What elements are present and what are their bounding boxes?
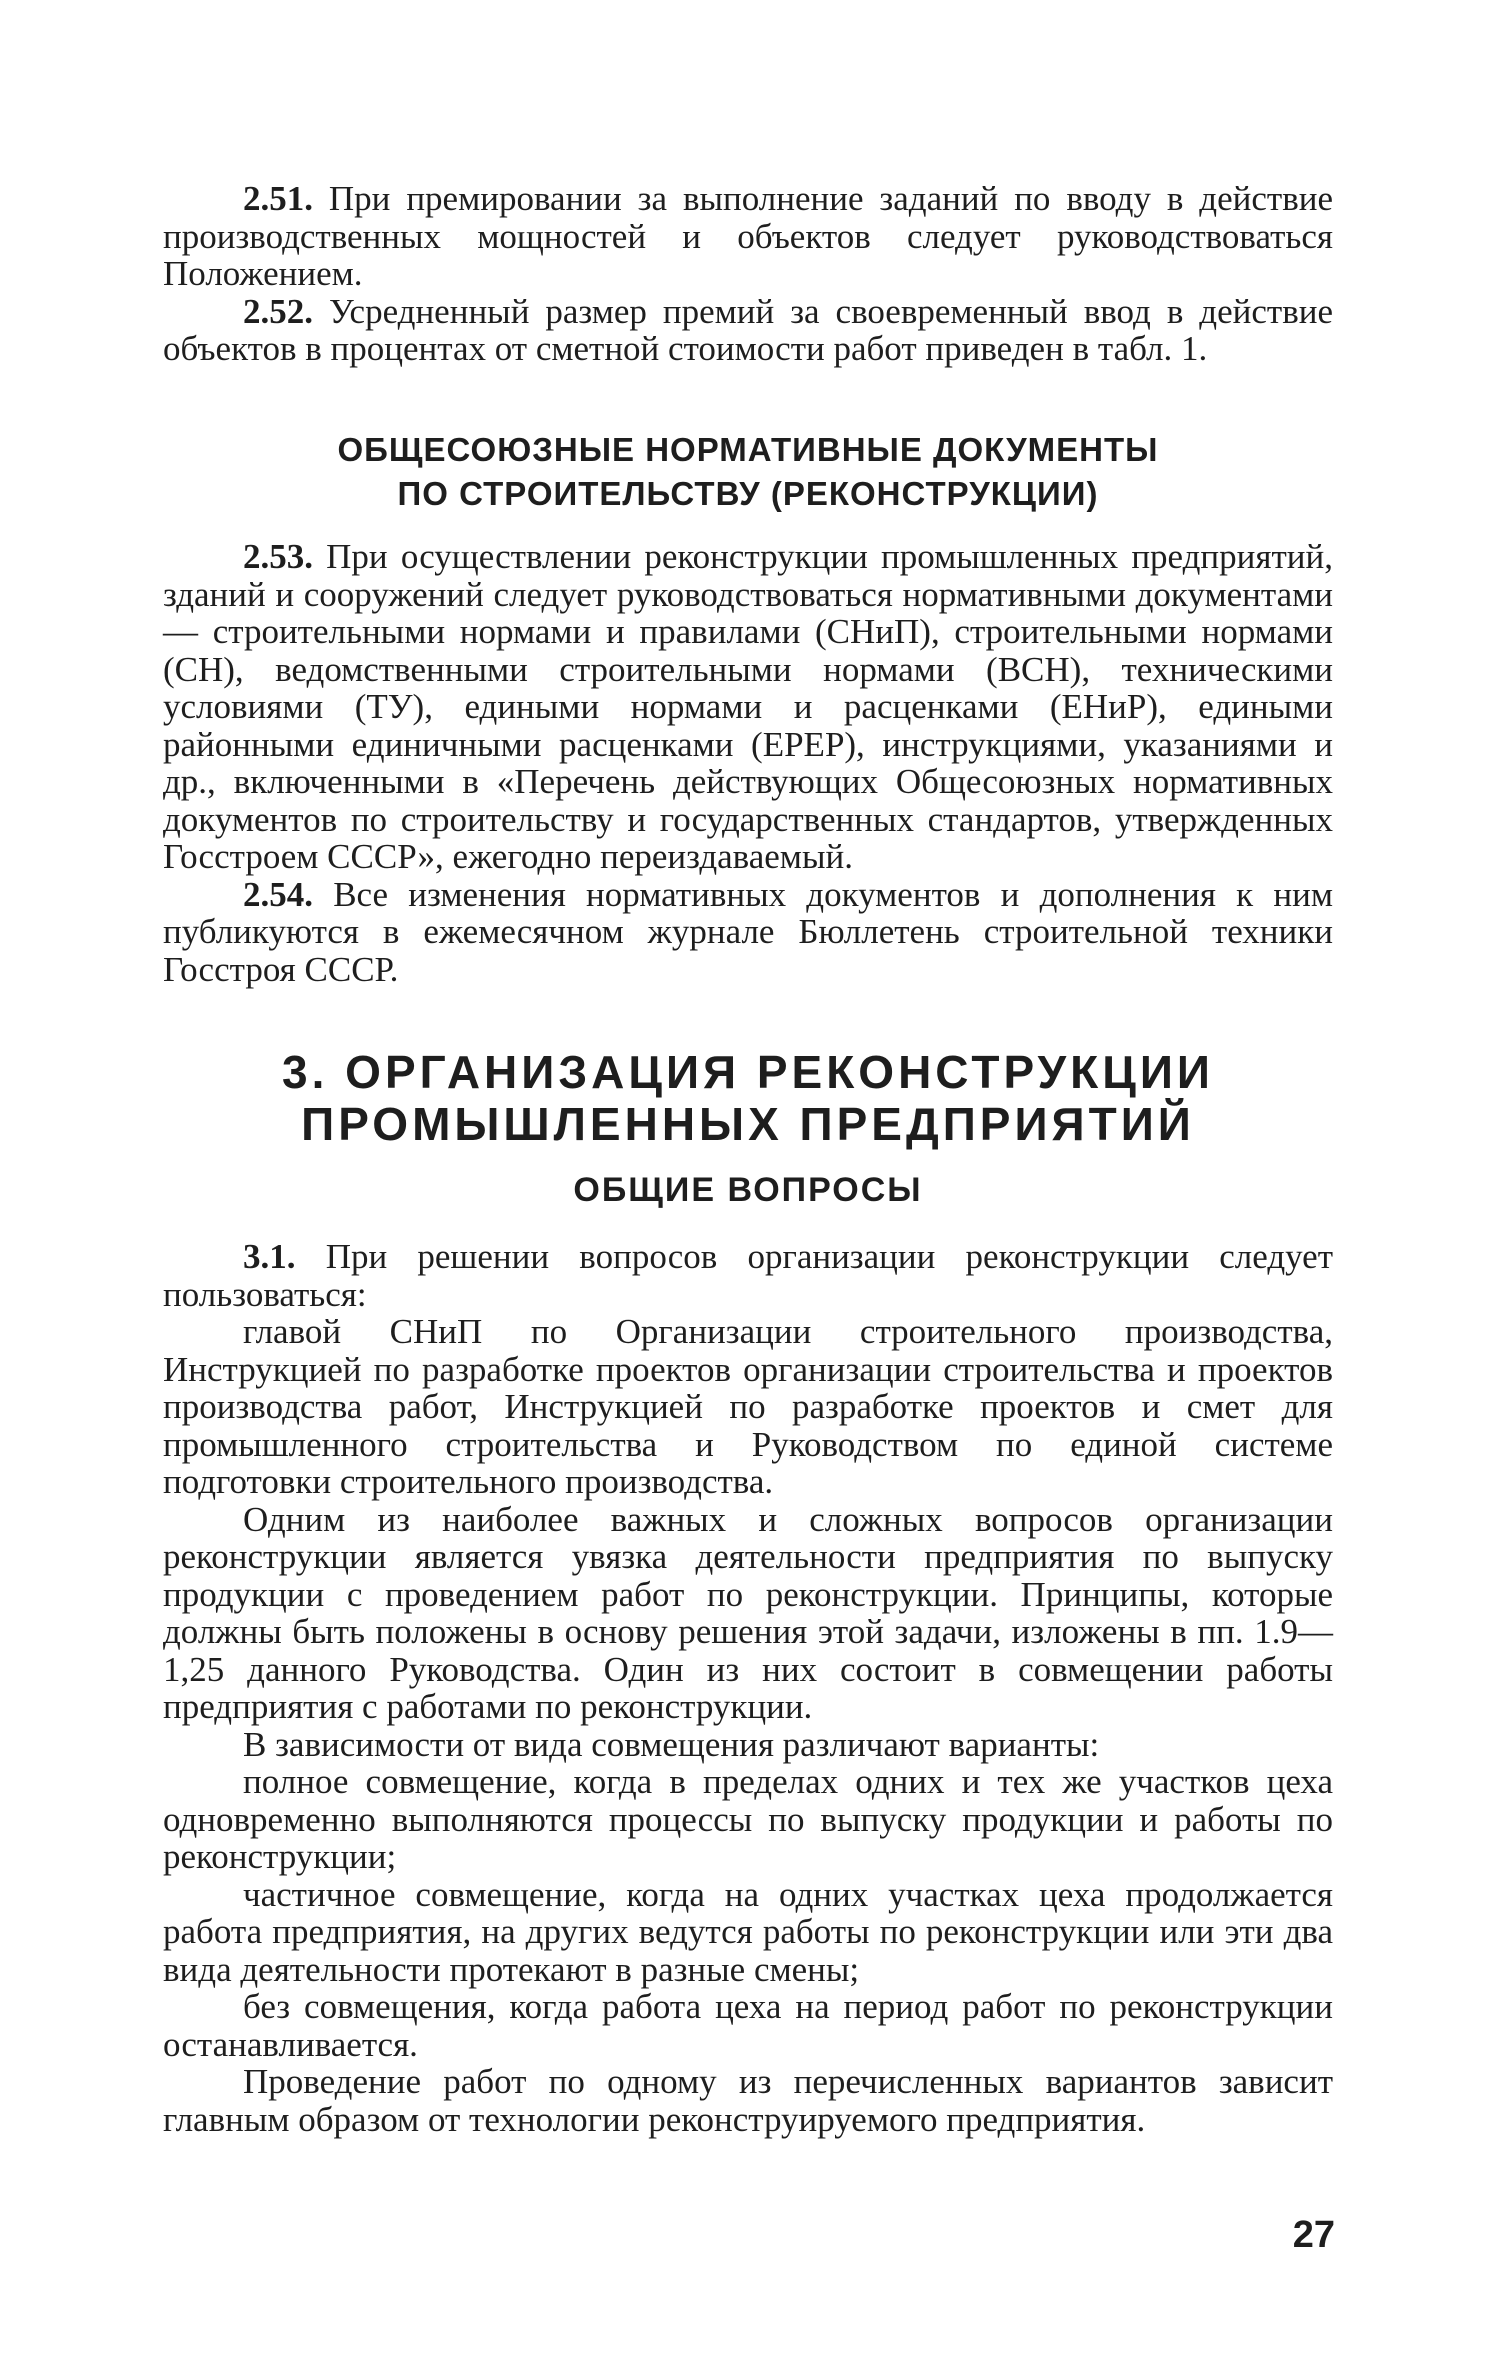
paragraph-variants-intro: В зависимости от вида совмещения различают варианты: [243,1724,1100,1764]
paragraph-3-1: 3.1. При решении вопросов организации реконструкции следует пользоваться: [163,1237,1333,1314]
general-paragraphs [163,1238,1333,2138]
paragraph-no-combination: без совмещения, когда работа цеха на период работ по реконструкции останавливается. [163,1987,1333,2064]
section-heading-line-2: ПО СТРОИТЕЛЬСТВУ (РЕКОНСТРУКЦИИ) [397,475,1099,512]
paragraph-2-52: 2.52. Усредненный размер премий за своевременный ввод в действие объектов в процентах от сметной стоимости работ приведен в табл. 1. [163,291,1333,368]
paragraph-2-53: 2.53. При осуществлении реконструкции промышленных предприятий, зданий и сооружений следует руководствоваться нормативными документами — строительными нормами и правилами (СНиП), строительными нормами (СН), ведомственными строительными нормами (ВСН), техническими условиями (ТУ), едиными нормами и расценками (ЕНиР), едиными районными единичными расценками (ЕРЕР), инструкциями, указаниями и др., включенными в «Перечень действующих Общесоюзных нормативных документов по строительству и государственных стандартов, утвержденных Госстроем СССР», ежегодно переиздаваемый. [163,537,1333,876]
chapter-heading-line-1: 3. ОРГАНИЗАЦИЯ РЕКОНСТРУКЦИИ [282,1046,1214,1098]
paragraph-2-54: 2.54. Все изменения нормативных документов и дополнения к ним публикуются в ежемесячном журнале Бюллетень строительной техники Госстроя СССР. [163,874,1333,989]
paragraph-partial-combination: частичное совмещение, когда на одних участках цеха продолжается работа предприятия, на других ведутся работы по реконструкции или эти два вида деятельности протекают в разные смены; [163,1874,1333,1989]
chapter-heading-line-2: ПРОМЫШЛЕННЫХ ПРЕДПРИЯТИЙ [301,1098,1195,1150]
section-heading [163,428,1333,516]
chapter-heading [163,1046,1333,1150]
section-heading-line-1: ОБЩЕСОЮЗНЫЕ НОРМАТИВНЫЕ ДОКУМЕНТЫ [337,431,1159,468]
paragraph-full-combination: полное совмещение, когда в пределах одних и тех же участков цеха одновременно выполняются процессы по выпуску продукции и работы по реконструкции; [163,1762,1333,1876]
subheading [163,1170,1333,1210]
paragraph-2-51: 2.51. При премировании за выполнение заданий по вводу в действие производственных мощностей и объектов следует руководствоваться Положением. [163,179,1333,293]
paragraph-principles: Одним из наиболее важных и сложных вопросов организации реконструкции является увязка деятельности предприятия по выпуску продукции с проведением работ по реконструкции. Принципы, которые должны быть положены в основу решения этой задачи, изложены в пп. 1.9—1,25 данного Руководства. Один из них состоит в совмещении работы предприятия с работами по реконструкции. [163,1499,1333,1726]
page-number: 27 [1292,2214,1335,2256]
subheading-text: ОБЩИЕ ВОПРОСЫ [573,1171,923,1209]
paragraph-snip-list: главой СНиП по Организации строительного производства, Инструкцией по разработке проектов организации строительства и проектов производства работ, Инструкцией по разработке проектов и смет для промышленного строительства и Руководством по единой системе подготовки строительного производства. [163,1312,1333,1501]
paragraph-conclusion: Проведение работ по одному из перечисленных вариантов зависит главным образом от технологии реконструируемого предприятия. [163,2062,1333,2139]
norms-paragraphs [163,538,1333,988]
intro-paragraphs [163,180,1333,368]
